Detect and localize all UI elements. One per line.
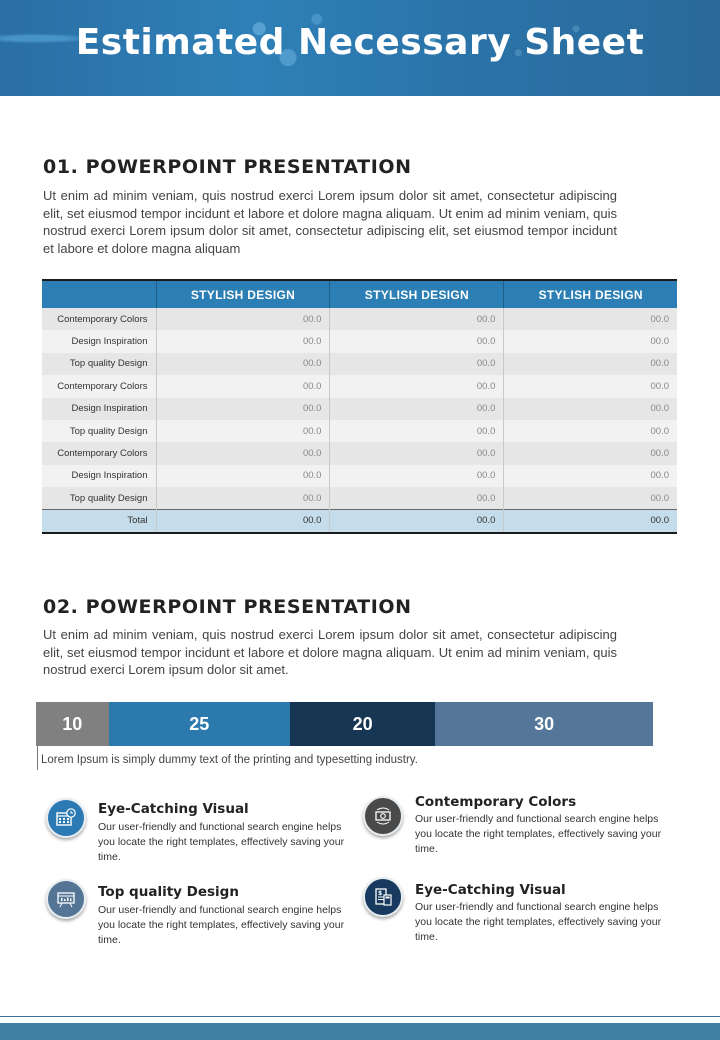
section2-heading: 02. POWERPOINT PRESENTATION [43, 596, 412, 618]
table-row [42, 353, 677, 375]
cell-value: 00.0 [330, 465, 504, 487]
total-value: 00.0 [156, 510, 330, 532]
row-label: Design Inspiration [42, 398, 156, 420]
column-header: STYLISH DESIGN [504, 281, 677, 308]
cell-value: 00.0 [156, 420, 330, 442]
feature-description: Our user-friendly and functional search engine helps you locate the right templates, effectively saving your time. [98, 904, 345, 946]
feature-title: Eye-Catching Visual [98, 801, 249, 817]
table-row [42, 375, 677, 397]
table-header-row [42, 281, 677, 308]
cell-value: 00.0 [330, 487, 504, 509]
bar-segment: 20 [290, 702, 435, 746]
column-header: STYLISH DESIGN [330, 281, 504, 308]
estimate-table [42, 279, 677, 534]
cell-value: 00.0 [330, 375, 504, 397]
footer-bar [0, 1023, 720, 1040]
cell-value: 00.0 [504, 487, 677, 509]
cell-value: 00.0 [504, 465, 677, 487]
feature-description: Our user-friendly and functional search engine helps you locate the right templates, effectively saving your time. [415, 901, 662, 943]
svg-text:$: $ [378, 890, 383, 897]
cell-value: 00.0 [330, 442, 504, 464]
row-label: Top quality Design [42, 420, 156, 442]
cell-value: 00.0 [504, 375, 677, 397]
table-row [42, 465, 677, 487]
feature-title: Top quality Design [98, 884, 239, 900]
row-label: Contemporary Colors [42, 375, 156, 397]
column-header-blank [42, 281, 156, 308]
cell-value: 00.0 [504, 353, 677, 375]
table-row [42, 330, 677, 352]
invoice-calculator-icon [363, 877, 403, 917]
cell-value: 00.0 [504, 330, 677, 352]
section1-heading: 01. POWERPOINT PRESENTATION [43, 156, 412, 178]
cell-value: 00.0 [330, 308, 504, 330]
table-row [42, 420, 677, 442]
table-row [42, 487, 677, 509]
column-header: STYLISH DESIGN [156, 281, 330, 308]
section2-paragraph: Ut enim ad minim veniam, quis nostrud exerci Lorem ipsum dolor sit amet, consectetur adipiscing elit, set eiusmod tempor incidunt et labore et dolore magna aliquam. Ut enim ad minim veniam, quis nostrud exerci Lorem ipsum dolor sit amet. [43, 627, 617, 677]
row-label: Top quality Design [42, 353, 156, 375]
row-label: Contemporary Colors [42, 442, 156, 464]
row-label: Design Inspiration [42, 465, 156, 487]
cell-value: 00.0 [330, 398, 504, 420]
table-row [42, 442, 677, 464]
bar-segment: 10 [36, 702, 109, 746]
cell-value: 00.0 [156, 465, 330, 487]
total-value: 00.0 [330, 510, 504, 532]
feature-description: Our user-friendly and functional search engine helps you locate the right templates, effectively saving your time. [98, 821, 345, 863]
table-row [42, 398, 677, 420]
money-exchange-icon [363, 796, 403, 836]
table-row [42, 308, 677, 330]
cell-value: 00.0 [504, 398, 677, 420]
cell-value: 00.0 [504, 420, 677, 442]
row-label: Top quality Design [42, 487, 156, 509]
feature-title: Eye-Catching Visual [415, 882, 566, 898]
cell-value: 00.0 [156, 442, 330, 464]
row-label: Contemporary Colors [42, 308, 156, 330]
row-label: Design Inspiration [42, 330, 156, 352]
cell-value: 00.0 [504, 308, 677, 330]
caption-divider [37, 746, 38, 770]
bar-segment: 30 [435, 702, 653, 746]
bar-segment: 25 [109, 702, 290, 746]
section1-paragraph: Ut enim ad minim veniam, quis nostrud exerci Lorem ipsum dolor sit amet, consectetur adipiscing elit, set eiusmod tempor incidunt et labore et dolore magna aliquam. Ut enim ad minim veniam, quis nostrud exerci Lorem ipsum dolor sit amet, consectetur adipiscing elit, set eiusmod tempor incidunt et labore et dolore magna aliquam [43, 188, 617, 256]
cell-value: 00.0 [330, 330, 504, 352]
cell-value: 00.0 [330, 420, 504, 442]
cell-value: 00.0 [156, 330, 330, 352]
cell-value: 00.0 [156, 375, 330, 397]
footer-divider [0, 1016, 720, 1017]
total-row [42, 510, 677, 532]
feature-title: Contemporary Colors [415, 794, 577, 810]
total-value: 00.0 [504, 510, 677, 532]
segment-bar-caption: Lorem Ipsum is simply dummy text of the printing and typesetting industry. [41, 754, 418, 766]
presentation-board-icon [46, 879, 86, 919]
header-banner [0, 0, 720, 96]
page-title: Estimated Necessary Sheet [75, 22, 645, 63]
segment-bar [36, 702, 653, 746]
cell-value: 00.0 [156, 487, 330, 509]
cell-value: 00.0 [156, 398, 330, 420]
feature-description: Our user-friendly and functional search engine helps you locate the right templates, effectively saving your time. [415, 813, 662, 855]
total-label: Total [42, 510, 156, 532]
cell-value: 00.0 [330, 353, 504, 375]
cell-value: 00.0 [156, 308, 330, 330]
cell-value: 00.0 [156, 353, 330, 375]
calendar-clock-icon [46, 798, 86, 838]
cell-value: 00.0 [504, 442, 677, 464]
